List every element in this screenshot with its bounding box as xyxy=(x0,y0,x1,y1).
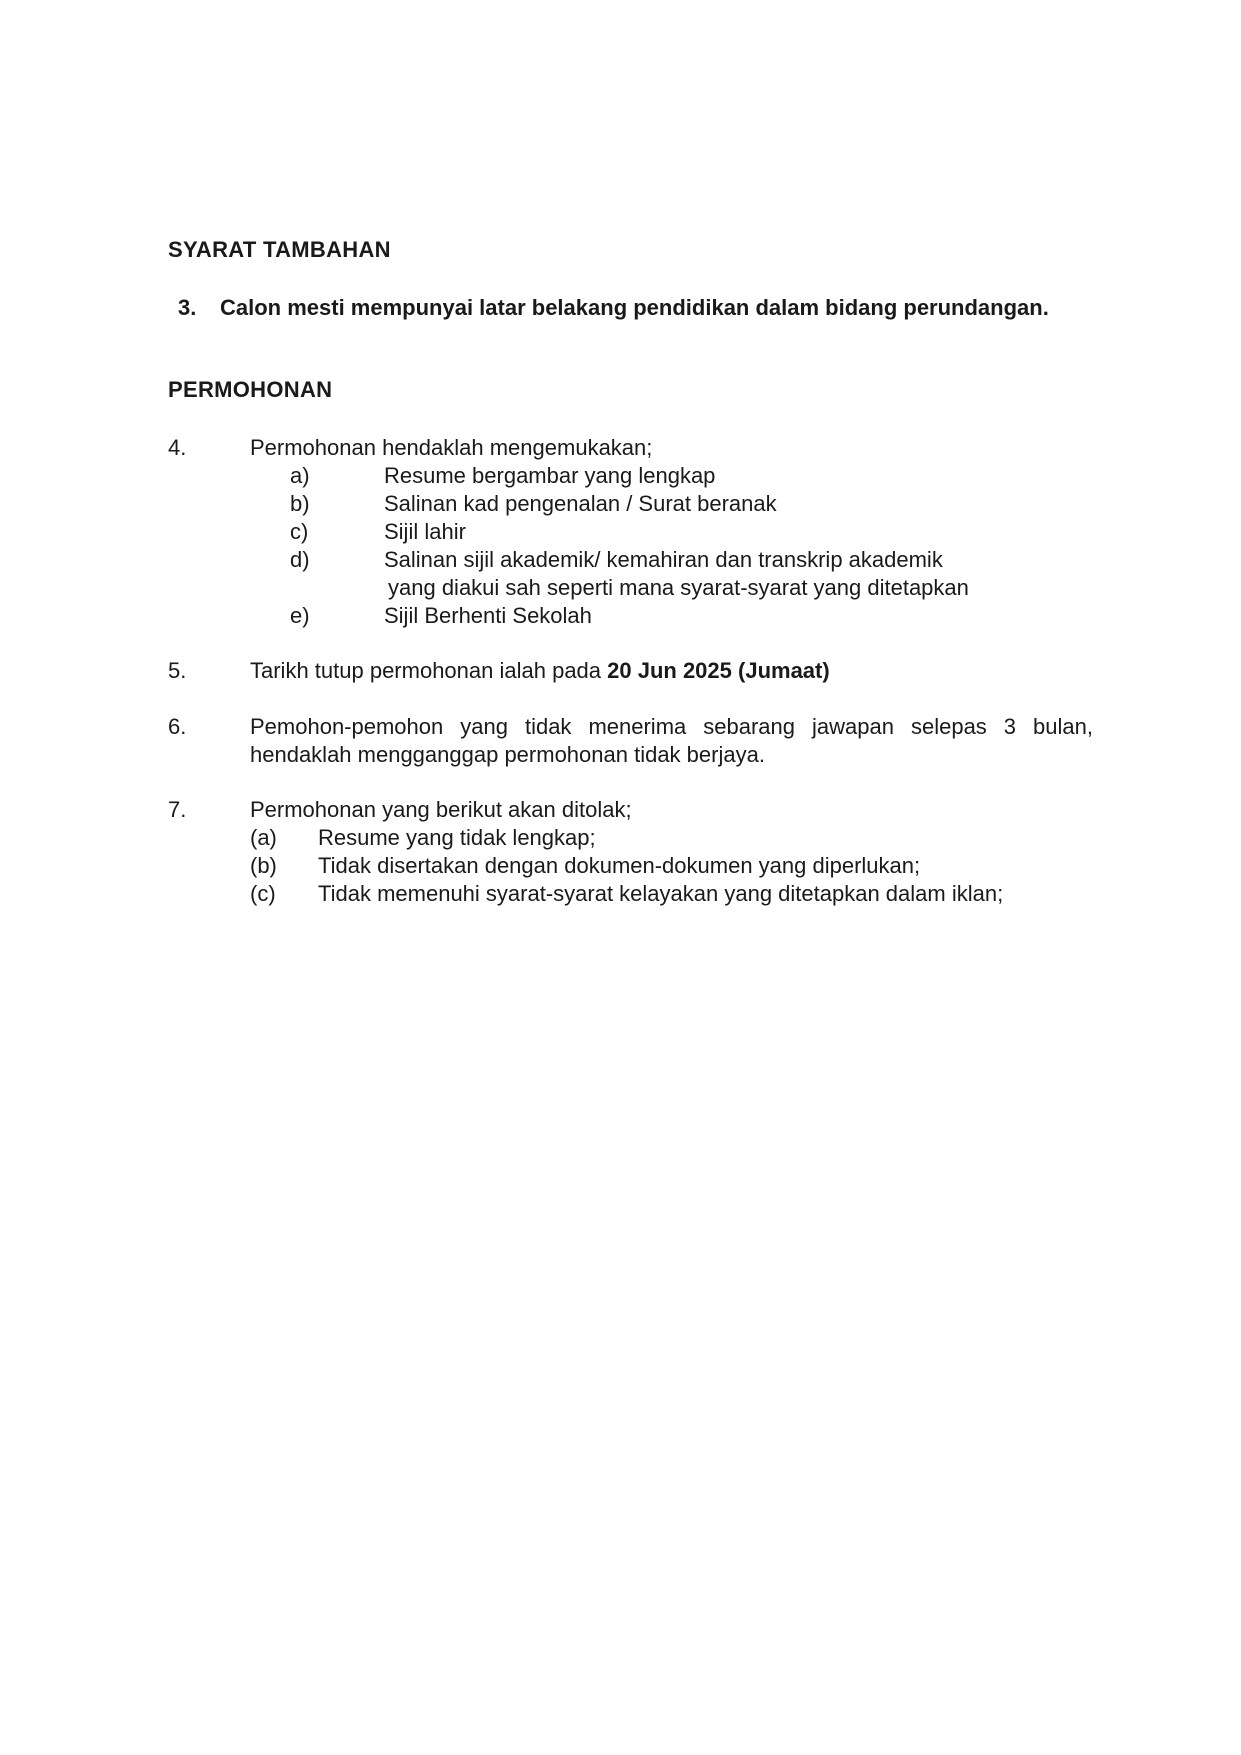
list-text: Resume bergambar yang lengkap xyxy=(384,463,716,488)
list-item xyxy=(250,824,1093,852)
list-text: Tidak disertakan dengan dokumen-dokumen yang diperlukan; xyxy=(318,853,921,878)
list-marker: e) xyxy=(290,603,310,628)
list-item xyxy=(250,852,1093,880)
paragraph-text: Calon mesti mempunyai latar belakang pendidikan dalam bidang perundangan. xyxy=(220,295,1049,320)
closing-date: 20 Jun 2025 (Jumaat) xyxy=(607,658,830,683)
list-item xyxy=(250,546,1093,602)
list-text-continuation: yang diakui sah seperti mana syarat-syarat yang ditetapkan xyxy=(388,575,969,600)
list-item xyxy=(250,602,1093,630)
paragraph-text: Pemohon-pemohon yang tidak menerima sebarang jawapan selepas 3 bulan, hendaklah mengganggap permohonan tidak berjaya. xyxy=(250,714,1093,767)
list-text: Salinan sijil akademik/ kemahiran dan transkrip akademik xyxy=(384,547,943,572)
paragraph-number: 4. xyxy=(168,435,187,460)
list-marker: (a) xyxy=(250,825,277,850)
list-text: Tidak memenuhi syarat-syarat kelayakan yang ditetapkan dalam iklan; xyxy=(318,881,1004,906)
list-text: Sijil lahir xyxy=(384,519,466,544)
rejection-list xyxy=(250,824,1093,908)
section-heading-permohonan: PERMOHONAN xyxy=(168,377,333,402)
list-text: Sijil Berhenti Sekolah xyxy=(384,603,592,628)
list-marker: b) xyxy=(290,491,310,516)
list-marker: a) xyxy=(290,463,310,488)
list-marker: (b) xyxy=(250,853,277,878)
list-marker: (c) xyxy=(250,881,276,906)
paragraph-number: 7. xyxy=(168,797,187,822)
list-text: Resume yang tidak lengkap; xyxy=(318,825,596,850)
list-item xyxy=(250,518,1093,546)
paragraph-text: Tarikh tutup permohonan ialah pada xyxy=(250,658,608,683)
list-item xyxy=(250,462,1093,490)
paragraph-intro: Permohonan hendaklah mengemukakan; xyxy=(250,435,653,460)
paragraph-number: 6. xyxy=(168,714,187,739)
paragraph-intro: Permohonan yang berikut akan ditolak; xyxy=(250,797,632,822)
list-text: Salinan kad pengenalan / Surat beranak xyxy=(384,491,777,516)
requirements-list xyxy=(250,462,1093,630)
paragraph-number: 3. xyxy=(178,295,197,320)
list-item xyxy=(250,880,1093,908)
list-marker: c) xyxy=(290,519,309,544)
list-item xyxy=(250,490,1093,518)
section-heading-syarat-tambahan: SYARAT TAMBAHAN xyxy=(168,237,391,262)
list-marker: d) xyxy=(290,547,310,572)
paragraph-number: 5. xyxy=(168,658,187,683)
